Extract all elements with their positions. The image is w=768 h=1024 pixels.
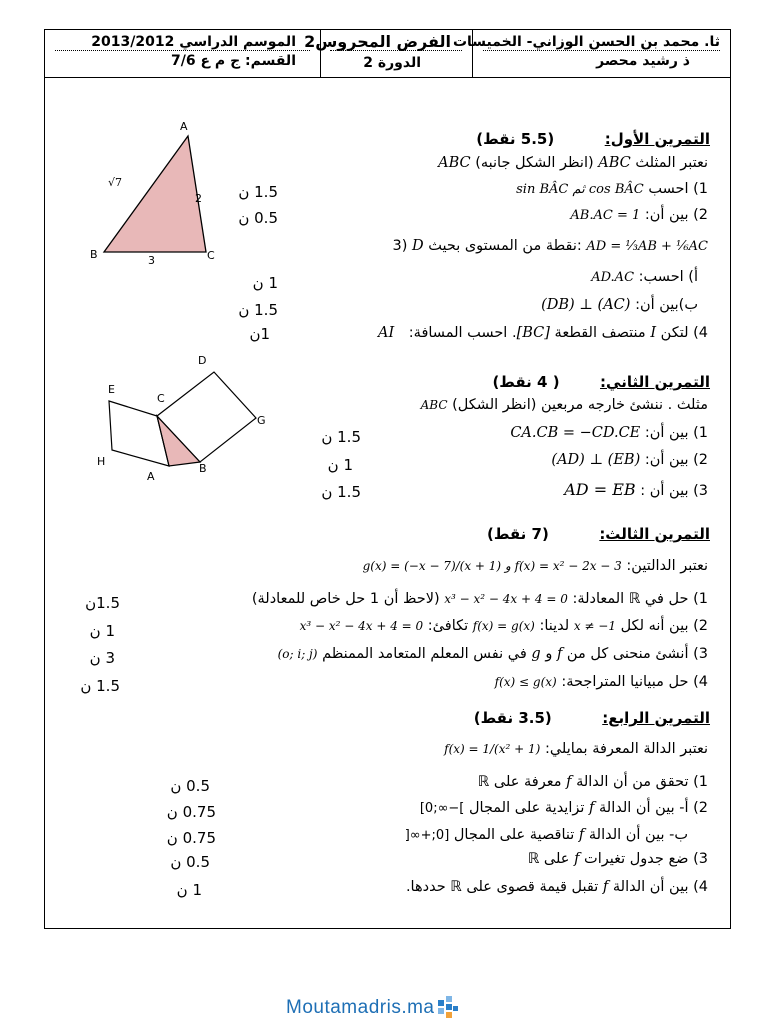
ex1-q3-num: 3) [392, 238, 408, 254]
triangle-abc [104, 136, 206, 252]
ex4-q4-r: ℝ [450, 879, 462, 895]
ex4-intro-text: نعتبر الدالة المعرفة بمايلي: [544, 741, 708, 757]
ex3-intro [363, 558, 708, 574]
label-h: H [97, 455, 106, 468]
side-bc: 3 [148, 254, 155, 267]
ex4-points: (3.5 نقط) [473, 709, 552, 727]
ex2-points: ( 4 نقط) [492, 373, 560, 391]
square-caeh [109, 401, 169, 466]
ex3-title-text: التمرين الثالث: [599, 525, 710, 543]
ex3-q4 [495, 674, 708, 690]
ex1-q1 [516, 181, 708, 197]
ex1-intro [438, 155, 708, 171]
ex3-q2-math-a: x ≠ −1 [573, 619, 616, 633]
ex4-q3 [528, 851, 708, 867]
ex1-title-text: التمرين الأول: [604, 130, 710, 148]
ex1-pts-4: 1.5 ن [238, 301, 278, 319]
ex1-q4-ai: AI [377, 325, 395, 341]
ex3-title [487, 525, 710, 543]
ex3-q2 [300, 618, 708, 634]
ex1-q3-text: نقطة من المستوى بحيث: [428, 238, 582, 254]
ex4-q1-text: 1) تحقق من أن الدالة [576, 774, 708, 790]
side-ab: √7 [108, 176, 123, 189]
ex4-pts-4: 0.5 ن [170, 853, 210, 871]
ex1-q3a-math: AD.AC [591, 270, 635, 285]
ex4-q2a-f: f [589, 800, 595, 816]
ex1-q3b-math: (AC) ⊥ (DB) [541, 297, 631, 313]
teacher-name: ذ رشيد محصر [596, 53, 690, 69]
label-b: B [90, 248, 98, 261]
ex2-intro-math: ABC [420, 398, 448, 412]
ex2-intro [421, 397, 708, 413]
site-logo-text: Moutamadris.ma [286, 997, 435, 1018]
ex3-q1 [252, 591, 708, 607]
school-name: ثا. محمد بن الحسن الوزاني- الخميسات [452, 34, 720, 50]
ex3-q1-mid: المعادلة: [572, 591, 625, 607]
dotted-divider [55, 50, 310, 51]
ex1-q3-d: D [411, 238, 424, 254]
ex4-q4-tail: حددها. [405, 879, 446, 895]
ex1-q3-math: AD = ⅓AB + ⅙AC [586, 239, 708, 254]
ex4-title-text: التمرين الرابع: [602, 709, 710, 727]
ex2-title-text: التمرين الثاني: [600, 373, 710, 391]
ex4-q2b-int: [0;+∞[ [404, 828, 450, 843]
ex2-pts-3: 1.5 ن [321, 483, 361, 501]
ex4-q3-mid: على [543, 851, 570, 867]
ex3-q2-text: 2) بين أنه لكل [620, 618, 708, 634]
label-a: A [180, 120, 188, 133]
ex1-q3a [591, 269, 698, 285]
ex4-q4 [406, 879, 708, 895]
ex4-intro-math: f(x) = 1/(x² + 1) [444, 742, 541, 756]
ex2-title [492, 373, 710, 391]
ex4-q1-mid: معرفة على [493, 774, 562, 790]
ex1-q3b-text: ب)بين أن: [635, 297, 698, 313]
label-e: E [108, 383, 115, 396]
ex3-q3-math: (o; i; j) [277, 647, 318, 661]
label-d: D [198, 354, 207, 367]
class-name: القسم: ج م ع 7/6 [171, 53, 296, 69]
ex1-q2-text: 2) بين أن: [644, 207, 708, 223]
ex3-pts-2: 1 ن [89, 622, 115, 640]
ex4-pts-1: 0.5 ن [170, 777, 210, 795]
ex3-q1-math: x³ − x² − 4x + 4 = 0 [444, 592, 568, 606]
ex1-q1-text: 1) احسب [648, 181, 708, 197]
ex1-q2 [570, 207, 708, 223]
ex4-q1-f: f [566, 774, 572, 790]
ex4-q1-r: ℝ [477, 774, 490, 790]
ex3-q3 [278, 646, 708, 662]
site-logo [286, 996, 459, 1020]
exam-title: الفرض المحروس2 [304, 32, 451, 51]
ex2-q3 [564, 480, 708, 499]
dotted-divider [483, 50, 720, 51]
ex1-pts-1: 1.5 ن [238, 183, 278, 201]
ex4-pts-5: 1 ن [176, 881, 202, 899]
ex2-intro-text: مثلث . ننشئ خارجه مربعين (انظر الشكل) [452, 397, 708, 413]
school-year: الموسم الدراسي 2013/2012 [91, 34, 296, 50]
ex4-pts-2: 0.75 ن [166, 803, 216, 821]
ex3-intro-math: f(x) = x² − 2x − 3 و g(x) = (−x − 7)/(x + 1) [362, 559, 622, 573]
ex3-q4-math: f(x) ≤ g(x) [494, 675, 557, 689]
ex2-q3-text: 3) بين أن : [640, 483, 708, 499]
ex4-q2b-f: f [578, 827, 585, 843]
ex4-q2b-text: ب- بين أن الدالة [588, 827, 688, 843]
header-school-cell [452, 30, 730, 77]
ex1-q4-tail: . احسب المسافة: [408, 325, 517, 341]
ex3-q1-note: (لاحظ أن 1 حل خاص للمعادلة) [251, 591, 440, 607]
label-c2: C [157, 392, 165, 405]
ex3-pts-3: 3 ن [89, 649, 115, 667]
triangle-figure [80, 112, 240, 272]
ex1-q3a-text: أ) احسب: [638, 269, 698, 285]
ex2-q2 [551, 452, 708, 468]
ex3-q2-mid: لدينا: [539, 618, 570, 634]
ex3-pts-1: 1.5ن [85, 594, 120, 612]
ex1-q3b [541, 297, 698, 313]
ex3-q1-r: ℝ [628, 591, 641, 607]
ex2-q3-math: AD = EB [564, 480, 636, 499]
label-g: G [257, 414, 266, 427]
ex1-pts-5: 1ن [249, 325, 270, 343]
ex4-q2a-text: 2) أ- بين أن الدالة [599, 800, 708, 816]
exam-session: الدورة 2 [363, 55, 421, 71]
ex1-q2-math: AB.AC = 1 [570, 208, 641, 223]
ex1-pts-2: 0.5 ن [238, 209, 278, 227]
ex1-q4-i: I [650, 325, 657, 341]
side-ac: 2 [195, 192, 202, 205]
ex4-q4-text: 4) بين أن الدالة [612, 879, 708, 895]
ex1-q4-text: 4) لتكن [660, 325, 708, 341]
ex4-q3-f: f [574, 851, 580, 867]
ex1-intro-tail: (انظر الشكل جانبه) [475, 155, 594, 171]
ex4-q2a-int: ]−∞;0] [419, 801, 465, 816]
ex4-q3-text: 3) ضع جدول تغيرات [584, 851, 708, 867]
ex1-intro-text: نعتبر المثلث [635, 155, 708, 171]
ex3-pts-4: 1.5 ن [80, 677, 120, 695]
ex1-q1-math: cos BÂC ثم sin BÂC [516, 182, 644, 197]
dotted-divider [330, 50, 462, 51]
ex4-q3-r: ℝ [527, 851, 540, 867]
ex3-q2-math-b: f(x) = g(x) [472, 619, 535, 633]
ex4-pts-3: 0.75 ن [166, 829, 216, 847]
ex3-q3-g: g [531, 646, 541, 662]
ex1-points: (5.5 نقط) [476, 130, 555, 148]
ex4-q2b-mid: تناقصية على المجال [453, 827, 575, 843]
ex4-q4-mid: تقبل قيمة قصوى على [466, 879, 599, 895]
ex1-intro-left-math: ABC [438, 155, 471, 171]
ex4-q2a [420, 800, 708, 816]
ex2-q2-math: (EB) ⊥ (AD) [551, 452, 641, 468]
ex4-q4-f: f [602, 879, 609, 895]
ex3-q4-text: 4) حل مبيانيا المتراجحة: [561, 674, 708, 690]
ex2-q1-text: 1) بين أن: [644, 425, 708, 441]
logo-blocks-icon [437, 996, 459, 1020]
label-c: C [207, 249, 215, 262]
ex1-q4 [378, 325, 708, 341]
label-a2: A [147, 470, 155, 483]
ex1-pts-3: 1 ن [252, 274, 278, 292]
ex2-q1 [510, 425, 708, 441]
ex2-pts-2: 1 ن [327, 456, 353, 474]
ex3-q2-math-c: x³ − x² − 4x + 4 = 0 [299, 619, 424, 633]
ex3-q3-f: f [556, 646, 563, 662]
ex4-intro [444, 741, 708, 757]
ex3-points: (7 نقط) [486, 525, 549, 543]
ex3-q2-mid2: تكافئ: [427, 618, 469, 634]
ex3-intro-text: نعتبر الدالتين: [626, 558, 708, 574]
exam-header [44, 29, 731, 78]
ex2-q2-text: 2) بين أن: [644, 452, 708, 468]
ex4-q2a-mid: تزايدية على المجال [468, 800, 585, 816]
ex1-q4-bc: [BC] [516, 325, 550, 341]
squares-figure [90, 348, 280, 488]
ex4-q2b [405, 827, 688, 843]
ex4-title [474, 709, 710, 727]
ex3-q3-and: و [545, 646, 553, 662]
ex1-title [476, 130, 710, 148]
ex1-intro-math: ABC [598, 155, 631, 171]
ex1-q4-mid: منتصف القطعة [554, 325, 646, 341]
ex2-pts-1: 1.5 ن [321, 428, 361, 446]
ex3-q3-text: 3) أنشئ منحنى كل من [566, 646, 708, 662]
header-year-cell [45, 30, 320, 77]
ex1-q3 [392, 238, 708, 254]
ex3-q1-text: 1) حل في [644, 591, 708, 607]
header-title-cell [304, 30, 473, 77]
label-b2: B [199, 462, 207, 475]
ex2-q1-math: CA.CB = −CD.CE [510, 425, 641, 441]
ex4-q1 [478, 774, 708, 790]
ex3-q3-mid: في نفس المعلم المتعامد الممنظم [322, 646, 527, 662]
